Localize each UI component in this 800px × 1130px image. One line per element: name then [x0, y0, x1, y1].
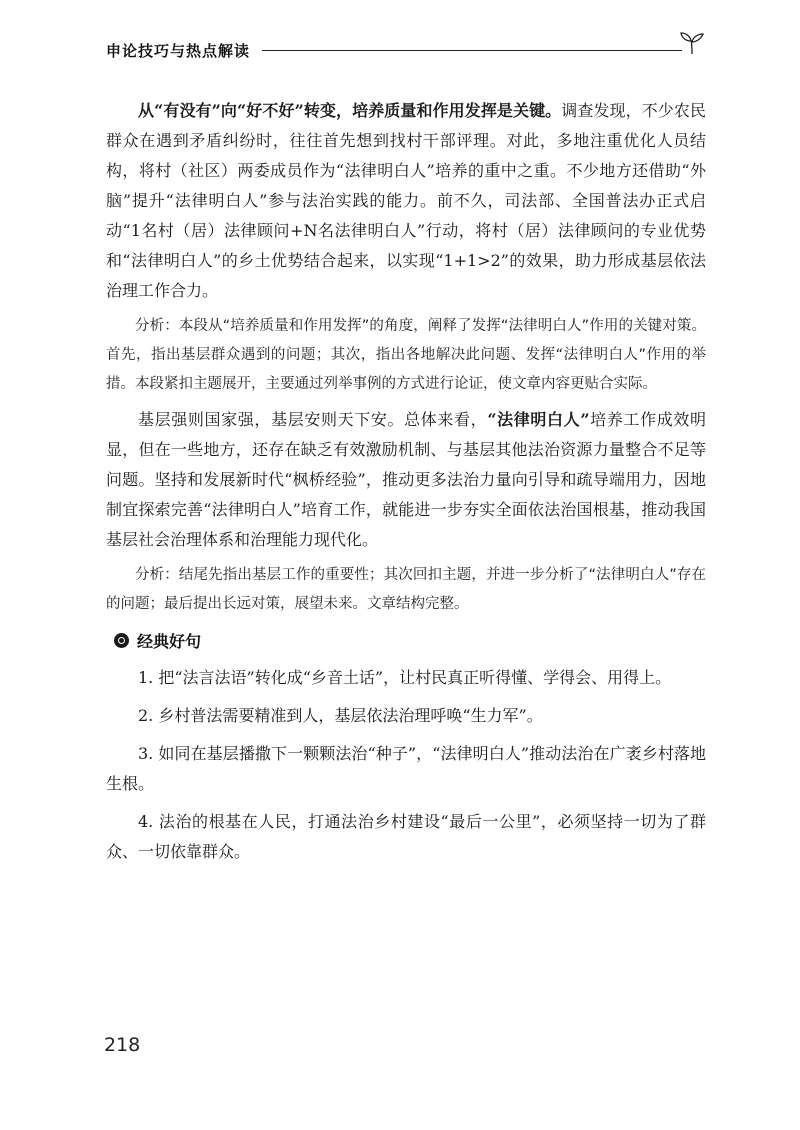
paragraph-1-lead: 从“有没有”向“好不好”转变，培养质量和作用发挥是关键。 [138, 101, 562, 120]
analysis-paragraph-1: 分析：本段从“培养质量和作用发挥”的角度，阐释了发挥“法律明白人”作用的关键对策。首先，指出基层群众遇到的问题；其次，指出各地解决此问题、发挥“法律明白人”作用的举措。本段紧扣主题展开，主要通过列举事例的方式进行论证，使文章内容更贴合实际。 [106, 318, 706, 392]
paragraph-2-emphasis: “法律明白人” [487, 410, 590, 429]
analysis-paragraph-2: 分析：结尾先指出基层工作的重要性；其次回扣主题，并进一步分析了“法律明白人”存在的问题；最后提出长远对策，展望未来。文章结构完整。 [106, 567, 706, 612]
classic-sentence-1: 1. 把“法言法语”转化成“乡音土话”，让村民真正听得懂、学得会、用得上。 [138, 668, 672, 687]
classic-sentence-3: 3. 如同在基层播撒下一颗颗法治“种子”，“法律明白人”推动法治在广袤乡村落地生根。 [106, 744, 706, 793]
body-paragraph-1 [106, 96, 706, 306]
classic-sentences-title: 经典好句 [137, 631, 202, 651]
classic-sentence-4: 4. 法治的根基在人民，打通法治乡村建设“最后一公里”，必须坚持一切为了群众、一切依靠群众。 [106, 812, 706, 861]
header-rule [262, 50, 682, 51]
running-header [106, 38, 706, 68]
classic-sentences-heading [114, 625, 706, 655]
body-paragraph-2 [106, 405, 706, 555]
page-content [106, 96, 706, 867]
bullet-icon [114, 633, 129, 648]
classic-sentence-2: 2. 乡村普法需要精准到人，基层依法治理呼唤“生力军”。 [138, 706, 543, 725]
paragraph-1-body: 调查发现，不少农民群众在遇到矛盾纠纷时，往往首先想到找村干部评理。对此，多地注重优化人员结构，将村（社区）两委成员作为“法律明白人”培养的重中之重。不少地方还借助“外脑”提升“法律明白人”参与法治实践的能力。前不久，司法部、全国普法办正式启动“1名村（居）法律顾问+N名法律明白人”行动，将村（居）法律顾问的专业优势和“法律明白人”的乡土优势结合起来，以实现“1+1>2”的效果，助力形成基层依法治理工作合力。 [106, 101, 706, 300]
header-title: 申论技巧与热点解读 [106, 42, 251, 60]
paragraph-2-start: 基层强则国家强，基层安则天下安。总体来看， [138, 410, 488, 429]
paragraph-2-body: 培养工作成效明显，但在一些地方，还存在缺乏有效激励机制、与基层其他法治资源力量整合不足等问题。坚持和发展新时代“枫桥经验”，推动更多法治力量向引导和疏导端用力，因地制宜探索完善“法律明白人”培育工作，就能进一步夯实全面依法治国根基，推动我国基层社会治理体系和治理能力现代化。 [106, 410, 706, 549]
page-number: 218 [104, 1034, 141, 1056]
sprout-icon [678, 30, 706, 56]
